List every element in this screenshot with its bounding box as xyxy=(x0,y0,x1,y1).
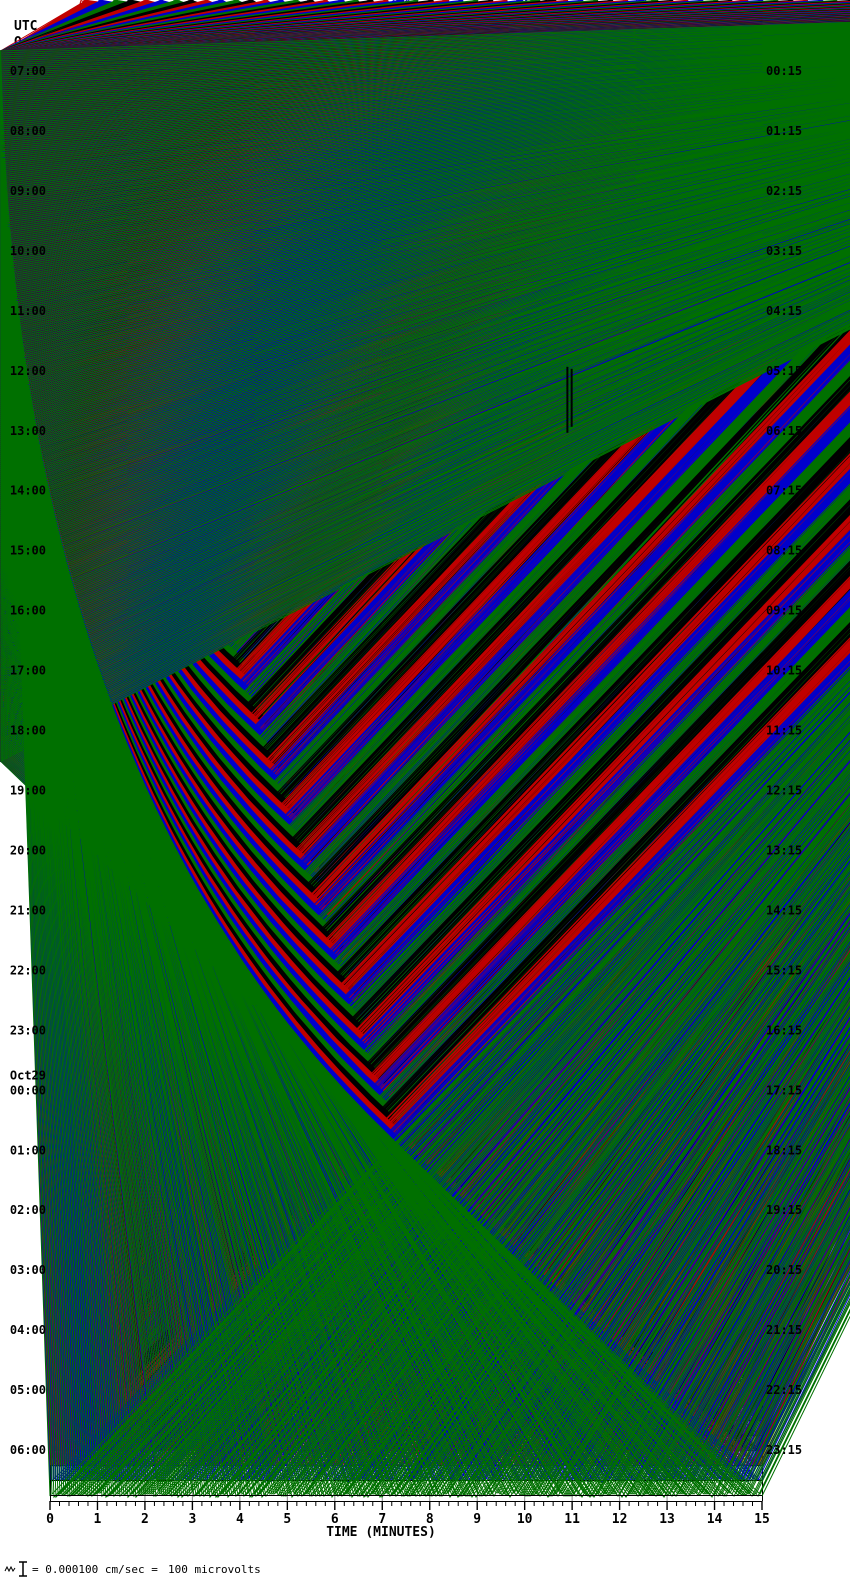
utc-row-label: 22:00 xyxy=(9,963,46,978)
utc-row-label: 06:00 xyxy=(9,1443,46,1458)
utc-row-label: 19:00 xyxy=(9,783,46,798)
pdt-row-label: 19:15 xyxy=(766,1203,803,1218)
x-tick-label: 14 xyxy=(706,1512,723,1527)
pdt-row-label: 16:15 xyxy=(766,1023,803,1038)
timezone-left-label: UTC xyxy=(14,19,38,34)
pdt-row-label: 10:15 xyxy=(766,663,803,678)
timezone-right-label: PDT xyxy=(765,19,789,34)
utc-row-label: 11:00 xyxy=(9,303,46,318)
pdt-row-label: 00:15 xyxy=(766,64,803,78)
footer-microvolts-text: 100 microvolts xyxy=(168,1563,261,1576)
utc-row-label: 12:00 xyxy=(9,363,46,378)
x-tick-label: 13 xyxy=(659,1512,675,1527)
utc-row-label: 10:00 xyxy=(9,243,46,258)
utc-row-label: 01:00 xyxy=(9,1143,46,1158)
utc-row-label: 03:00 xyxy=(9,1263,46,1278)
pdt-row-label: 13:15 xyxy=(766,843,803,858)
utc-row-label: 16:00 xyxy=(9,603,46,618)
station-location: (Convict Lake ) xyxy=(361,18,489,34)
pdt-row-label: 22:15 xyxy=(766,1383,803,1398)
clipped-event-bar-1 xyxy=(571,369,573,427)
pdt-row-label: 08:15 xyxy=(766,543,803,558)
utc-row-label: 14:00 xyxy=(9,483,46,498)
pdt-row-label: 20:15 xyxy=(766,1263,803,1278)
x-tick-label: 15 xyxy=(754,1512,770,1527)
pdt-row-label: 03:15 xyxy=(766,243,803,258)
pdt-row-label: 05:15 xyxy=(766,363,803,378)
x-tick-label: 11 xyxy=(564,1512,580,1527)
utc-row-label: 13:00 xyxy=(9,423,46,438)
utc-row-label: 05:00 xyxy=(9,1383,46,1398)
utc-row-label: 08:00 xyxy=(9,123,46,138)
pdt-row-label: 12:15 xyxy=(766,783,803,798)
footer-scale-text: = 0.000100 cm/sec = xyxy=(32,1563,158,1576)
x-tick-label: 6 xyxy=(330,1512,339,1527)
pdt-row-label: 15:15 xyxy=(766,963,803,978)
amplitude-squiggle-icon xyxy=(4,1564,18,1574)
pdt-row-label: 23:15 xyxy=(766,1443,803,1458)
utc-row-label: 00:00 xyxy=(9,1083,46,1098)
x-tick-label: 4 xyxy=(235,1512,244,1527)
x-tick-label: 8 xyxy=(425,1512,434,1527)
pdt-row-label: 01:15 xyxy=(766,123,803,138)
pdt-row-label: 18:15 xyxy=(766,1143,803,1158)
x-tick-label: 5 xyxy=(283,1512,292,1527)
x-tick-label: 10 xyxy=(516,1512,533,1527)
pdt-row-label: 09:15 xyxy=(766,603,803,618)
pdt-row-label: 14:15 xyxy=(766,903,803,918)
pdt-row-label: 17:15 xyxy=(766,1083,803,1098)
x-tick-label: 0 xyxy=(46,1512,54,1527)
pdt-row-label: 04:15 xyxy=(766,303,803,318)
scale-text: = 0.000100 cm/sec xyxy=(362,41,475,54)
x-tick-label: 3 xyxy=(188,1512,197,1527)
x-tick-label: 12 xyxy=(611,1512,628,1527)
utc-row-label: 18:00 xyxy=(9,723,46,738)
utc-row-label: 07:00 xyxy=(9,64,46,78)
utc-row-label: 02:00 xyxy=(9,1203,46,1218)
pdt-row-label: 02:15 xyxy=(766,183,803,198)
x-tick-label: 9 xyxy=(473,1512,482,1527)
pdt-row-label: 11:15 xyxy=(766,723,803,738)
utc-row-label: Oct29 xyxy=(9,1068,46,1083)
x-tick-label: 7 xyxy=(378,1512,387,1527)
x-axis-title: TIME (MINUTES) xyxy=(326,1525,436,1540)
utc-row-label: 09:00 xyxy=(9,183,46,198)
date-right-label: Oct28,2025 xyxy=(765,35,844,50)
utc-row-label: 04:00 xyxy=(9,1323,46,1338)
station-title: MCV EHZ NC xyxy=(382,1,468,17)
utc-row-label: 23:00 xyxy=(9,1023,46,1038)
clipped-event-bar-0 xyxy=(566,367,568,433)
utc-row-label: 17:00 xyxy=(9,663,46,678)
scale-bar-icon-footer xyxy=(18,1560,28,1578)
utc-row-label: 15:00 xyxy=(9,543,46,558)
pdt-row-label: 06:15 xyxy=(766,423,803,438)
x-tick-label: 2 xyxy=(141,1512,149,1527)
utc-row-label: 21:00 xyxy=(9,903,46,918)
date-left-label: Oct28,2025 xyxy=(14,35,93,50)
pdt-row-label: 07:15 xyxy=(766,483,803,498)
x-tick-label: 1 xyxy=(93,1512,102,1527)
utc-row-label: 20:00 xyxy=(9,843,46,858)
pdt-row-label: 21:15 xyxy=(766,1323,803,1338)
